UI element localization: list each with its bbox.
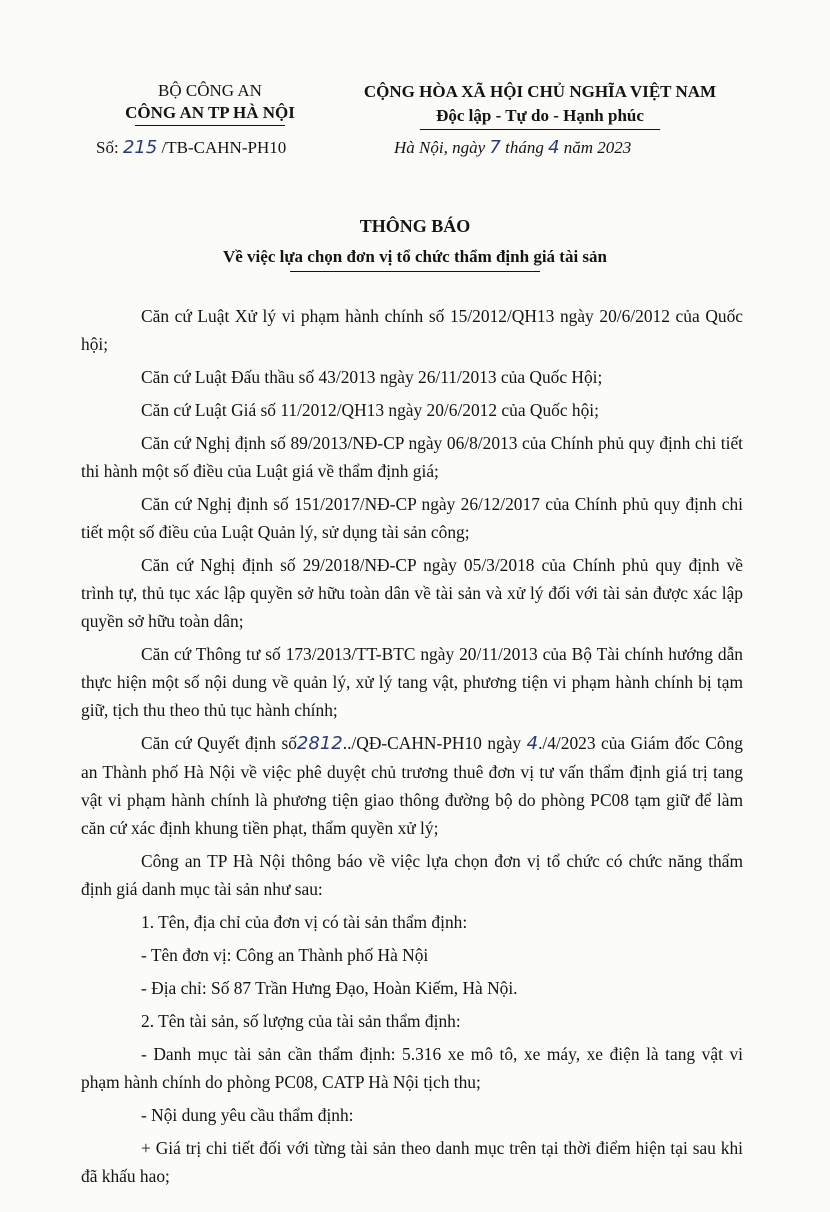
decision-prefix: Căn cứ Quyết định số	[141, 733, 297, 753]
decision-paragraph	[81, 729, 743, 842]
document-title: THÔNG BÁO	[359, 216, 471, 236]
decision-mid: ../QĐ-CAHN-PH10 ngày	[342, 733, 522, 753]
paragraph: Căn cứ Luật Đấu thầu số 43/2013 ngày 26/11/2013 của Quốc Hội;	[141, 367, 603, 387]
issuing-authority-block	[100, 80, 320, 126]
national-title-block	[330, 80, 750, 130]
ministry-name: BỘ CÔNG AN	[158, 81, 262, 100]
paragraph: - Tên đơn vị: Công an Thành phố Hà Nội	[141, 945, 429, 965]
paragraph: Công an TP Hà Nội thông báo về việc lựa chọn đơn vị tổ chức có chức năng thẩm định giá danh mục tài sản như sau:	[81, 851, 743, 899]
paragraph: Căn cứ Luật Giá số 11/2012/QH13 ngày 20/6/2012 của Quốc hội;	[141, 400, 599, 420]
agency-underline	[135, 125, 285, 126]
date-prefix: Hà Nội, ngày	[394, 138, 486, 157]
paragraph: Căn cứ Luật Xử lý vi phạm hành chính số 15/2012/QH13 ngày 20/6/2012 của Quốc hội;	[81, 306, 743, 354]
paragraph: Căn cứ Nghị định số 89/2013/NĐ-CP ngày 06/8/2013 của Chính phủ quy định chi tiết thi hành một số điều của Luật giá về thẩm định giá;	[81, 433, 743, 481]
document-number	[96, 137, 286, 158]
subtitle-text: Về việc lựa chọn đơn vị tổ chức thẩm định giá tài sản	[222, 247, 607, 266]
paragraph: Căn cứ Nghị định số 151/2017/NĐ-CP ngày 26/12/2017 của Chính phủ quy định chi tiết một số điều của Luật Quản lý, sử dụng tài sản công;	[81, 494, 743, 542]
paragraph: - Nội dung yêu cầu thẩm định:	[141, 1105, 354, 1125]
paragraph: 1. Tên, địa chỉ của đơn vị có tài sản thẩm định:	[141, 912, 468, 932]
doc-number-prefix: Số:	[96, 138, 119, 157]
doc-number-suffix: /TB-CAHN-PH10	[161, 138, 287, 157]
country-name: CỘNG HÒA XÃ HỘI CHỦ NGHĨA VIỆT NAM	[363, 82, 717, 101]
paragraph: - Địa chỉ: Số 87 Trần Hưng Đạo, Hoàn Kiếm, Hà Nội.	[141, 978, 518, 998]
decision-day-handwritten: 4	[526, 733, 539, 754]
place-and-date	[394, 137, 631, 158]
date-month-label: tháng	[505, 138, 544, 157]
decision-rest: ./4/2023 của Giám đốc Công an Thành phố Hà Nội về việc phê duyệt chủ trương thuê đơn vị tư vấn thẩm định giá trị tang vật vi phạm hành chính là phương tiện giao thông đường bộ do phòng PC08 tạm giữ để làm căn cứ xác định khung tiền phạt, thẩm quyền xử lý;	[81, 733, 743, 838]
national-motto	[330, 104, 750, 130]
doc-number-handwritten: 215	[122, 137, 158, 158]
document-subtitle	[0, 247, 830, 272]
date-day-handwritten: 7	[489, 137, 501, 158]
subtitle-underline	[290, 271, 540, 272]
paragraph: + Giá trị chi tiết đối với từng tài sản theo danh mục trên tại thời điểm hiện tại sau khi đã khấu hao;	[81, 1138, 743, 1186]
paragraph: Căn cứ Thông tư số 173/2013/TT-BTC ngày 20/11/2013 của Bộ Tài chính hướng dẫn thực hiện một số nội dung về quản lý, xử lý tang vật, phương tiện vi phạm hành chính bị tạm giữ, tịch thu theo thủ tục hành chính;	[81, 644, 743, 720]
paragraph: Căn cứ Nghị định số 29/2018/NĐ-CP ngày 05/3/2018 của Chính phủ quy định về trình tự, thủ tục xác lập quyền sở hữu toàn dân về tài sản và xử lý đối với tài sản được xác lập quyền sở hữu toàn dân;	[81, 555, 743, 631]
date-month-handwritten: 4	[548, 137, 560, 158]
document-body	[81, 302, 743, 1195]
decision-number-handwritten: 2812	[296, 733, 343, 754]
motto-underline	[420, 129, 660, 130]
date-year: năm 2023	[563, 138, 632, 157]
motto-text: Độc lập - Tự do - Hạnh phúc	[436, 106, 644, 125]
paragraph: - Danh mục tài sản cần thẩm định: 5.316 xe mô tô, xe máy, xe điện là tang vật vi phạm hành chính do phòng PC08, CATP Hà Nội tịch thu;	[81, 1044, 743, 1092]
agency-name: CÔNG AN TP HÀ NỘI	[125, 103, 295, 122]
paragraph: 2. Tên tài sản, số lượng của tài sản thẩm định:	[141, 1011, 461, 1031]
